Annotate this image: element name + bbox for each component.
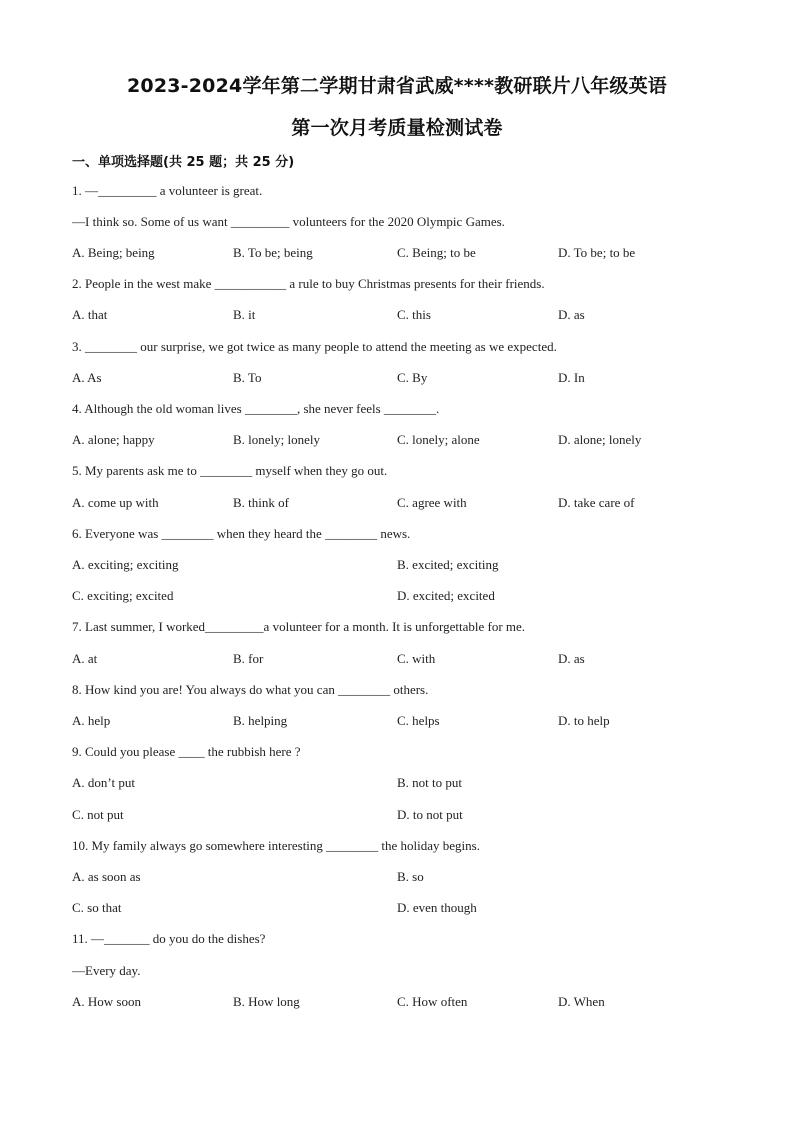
question-10-option-d: D. even though bbox=[397, 900, 477, 915]
question-6-stem: 6. Everyone was ________ when they heard the ________ news. bbox=[72, 526, 411, 541]
question-8-option-b: B. helping bbox=[233, 713, 288, 728]
question-1-option-b: B. To be; being bbox=[233, 245, 313, 260]
question-10-option-b: B. so bbox=[397, 869, 424, 884]
question-8-option-d: D. to help bbox=[558, 713, 610, 728]
question-11-option-c: C. How often bbox=[397, 994, 468, 1009]
question-4-option-c: C. lonely; alone bbox=[397, 432, 480, 447]
question-5-option-d: D. take care of bbox=[558, 495, 635, 510]
question-1-stem-line2: —I think so. Some of us want _________ volunteers for the 2020 Olympic Games. bbox=[72, 214, 505, 229]
question-11-stem: 11. —_______ do you do the dishes? bbox=[72, 931, 266, 946]
question-4-option-a: A. alone; happy bbox=[72, 432, 155, 447]
question-3-stem: 3. ________ our surprise, we got twice as many people to attend the meeting as we expected. bbox=[72, 339, 557, 354]
question-1-option-c: C. Being; to be bbox=[397, 245, 476, 260]
question-5-option-c: C. agree with bbox=[397, 495, 467, 510]
question-3-option-d: D. In bbox=[558, 370, 585, 385]
question-8-option-a: A. help bbox=[72, 713, 111, 728]
question-1-stem: 1. —_________ a volunteer is great. bbox=[72, 183, 263, 198]
question-3-option-b: B. To bbox=[233, 370, 262, 385]
question-1-option-d: D. To be; to be bbox=[558, 245, 636, 260]
question-7-option-a: A. at bbox=[72, 651, 98, 666]
question-11-option-b: B. How long bbox=[233, 994, 300, 1009]
question-11-stem-line2: —Every day. bbox=[72, 963, 141, 978]
question-2-option-b: B. it bbox=[233, 307, 256, 322]
question-5-option-b: B. think of bbox=[233, 495, 289, 510]
question-6-option-d: D. excited; excited bbox=[397, 588, 495, 603]
question-9-option-b: B. not to put bbox=[397, 775, 463, 790]
question-1-option-a: A. Being; being bbox=[72, 245, 155, 260]
question-7-option-d: D. as bbox=[558, 651, 585, 666]
section-heading: 一、单项选择题(共 25 题；共 25 分) bbox=[72, 155, 295, 170]
question-2-option-c: C. this bbox=[397, 307, 431, 322]
question-11-option-d: D. When bbox=[558, 994, 605, 1009]
question-11-option-a: A. How soon bbox=[72, 994, 141, 1009]
question-4-stem: 4. Although the old woman lives ________, she never feels ________. bbox=[72, 401, 440, 416]
question-8-stem: 8. How kind you are! You always do what you can ________ others. bbox=[72, 682, 429, 697]
question-6-option-c: C. exciting; excited bbox=[72, 588, 174, 603]
question-8-option-c: C. helps bbox=[397, 713, 440, 728]
question-9-stem: 9. Could you please ____ the rubbish here ? bbox=[72, 744, 301, 759]
question-6-option-a: A. exciting; exciting bbox=[72, 557, 179, 572]
document-title-line2: 第一次月考质量检测试卷 bbox=[291, 117, 503, 139]
question-9-option-c: C. not put bbox=[72, 807, 124, 822]
question-9-option-a: A. don’t put bbox=[72, 775, 135, 790]
question-10-option-c: C. so that bbox=[72, 900, 122, 915]
question-10-stem: 10. My family always go somewhere interesting ________ the holiday begins. bbox=[72, 838, 480, 853]
question-4-option-b: B. lonely; lonely bbox=[233, 432, 321, 447]
question-5-option-a: A. come up with bbox=[72, 495, 159, 510]
question-5-stem: 5. My parents ask me to ________ myself when they go out. bbox=[72, 463, 388, 478]
question-4-option-d: D. alone; lonely bbox=[558, 432, 642, 447]
document-title-line1: 2023-2024学年第二学期甘肃省武威****教研联片八年级英语 bbox=[127, 75, 667, 97]
question-9-option-d: D. to not put bbox=[397, 807, 463, 822]
question-2-stem: 2. People in the west make ___________ a rule to buy Christmas presents for their friends. bbox=[72, 276, 545, 291]
question-2-option-d: D. as bbox=[558, 307, 585, 322]
question-6-option-b: B. excited; exciting bbox=[397, 557, 499, 572]
question-10-option-a: A. as soon as bbox=[72, 869, 141, 884]
question-7-option-c: C. with bbox=[397, 651, 436, 666]
question-7-option-b: B. for bbox=[233, 651, 264, 666]
question-7-stem: 7. Last summer, I worked_________a volunteer for a month. It is unforgettable for me. bbox=[72, 619, 526, 634]
question-2-option-a: A. that bbox=[72, 307, 108, 322]
question-3-option-c: C. By bbox=[397, 370, 428, 385]
question-3-option-a: A. As bbox=[72, 370, 102, 385]
